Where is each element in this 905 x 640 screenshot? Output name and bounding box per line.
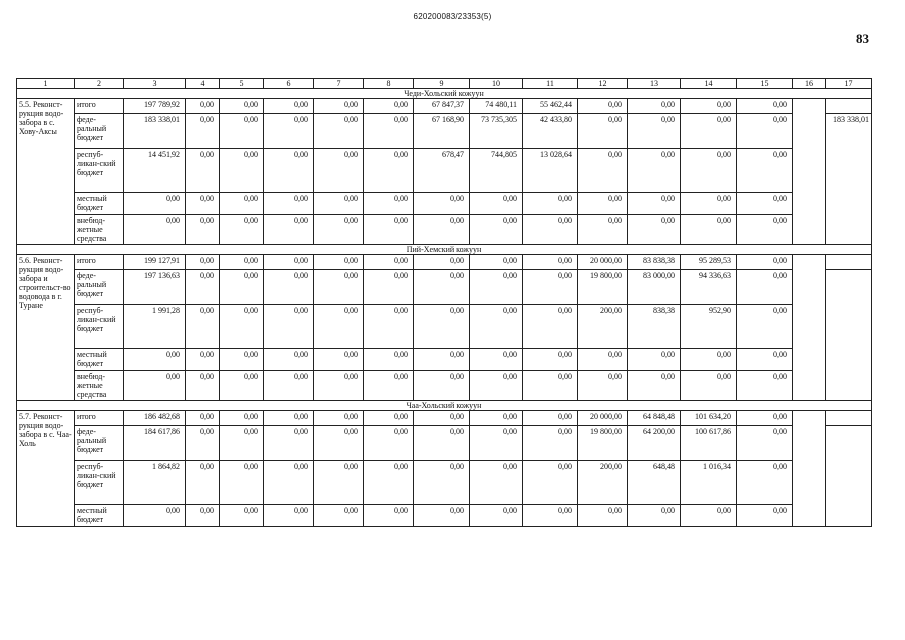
region-row bbox=[17, 401, 872, 411]
value-cell: 0,00 bbox=[628, 215, 681, 245]
value-cell: 0,00 bbox=[264, 349, 314, 371]
value-cell: 184 617,86 bbox=[124, 426, 186, 461]
value-cell: 0,00 bbox=[523, 255, 578, 270]
value-cell: 0,00 bbox=[681, 349, 737, 371]
value-cell: 0,00 bbox=[737, 114, 793, 149]
value-cell: 0,00 bbox=[681, 215, 737, 245]
value-cell: 0,00 bbox=[314, 461, 364, 505]
value-cell: 0,00 bbox=[414, 371, 470, 401]
value-cell: 0,00 bbox=[364, 461, 414, 505]
value-cell: 0,00 bbox=[414, 305, 470, 349]
table-row bbox=[17, 215, 872, 245]
value-cell: 200,00 bbox=[578, 461, 628, 505]
value-cell: 0,00 bbox=[186, 193, 220, 215]
value-cell: 0,00 bbox=[364, 371, 414, 401]
value-cell: 0,00 bbox=[470, 411, 523, 426]
column-number: 4 bbox=[186, 79, 220, 89]
value-cell: 0,00 bbox=[523, 426, 578, 461]
column-number: 10 bbox=[470, 79, 523, 89]
table-row bbox=[17, 411, 872, 426]
value-cell: 0,00 bbox=[523, 349, 578, 371]
value-cell: 0,00 bbox=[470, 255, 523, 270]
value-cell: 0,00 bbox=[220, 114, 264, 149]
funding-source: респуб-ликан-ский бюджет bbox=[75, 149, 124, 193]
value-cell: 0,00 bbox=[364, 215, 414, 245]
value-cell: 94 336,63 bbox=[681, 270, 737, 305]
value-cell: 0,00 bbox=[314, 255, 364, 270]
value-cell: 0,00 bbox=[314, 411, 364, 426]
value-cell: 0,00 bbox=[628, 114, 681, 149]
value-cell: 0,00 bbox=[124, 371, 186, 401]
funding-source: итого bbox=[75, 411, 124, 426]
value-cell: 0,00 bbox=[364, 114, 414, 149]
column-number: 12 bbox=[578, 79, 628, 89]
value-cell: 74 480,11 bbox=[470, 99, 523, 114]
value-cell: 0,00 bbox=[314, 505, 364, 527]
value-cell: 0,00 bbox=[314, 349, 364, 371]
value-cell: 0,00 bbox=[578, 99, 628, 114]
value-cell: 0,00 bbox=[628, 371, 681, 401]
table-row bbox=[17, 505, 872, 527]
value-cell: 1 864,82 bbox=[124, 461, 186, 505]
value-cell: 0,00 bbox=[264, 305, 314, 349]
value-cell: 0,00 bbox=[220, 149, 264, 193]
value-cell: 0,00 bbox=[364, 426, 414, 461]
value-cell: 0,00 bbox=[414, 215, 470, 245]
region-row bbox=[17, 89, 872, 99]
value-cell: 14 451,92 bbox=[124, 149, 186, 193]
value-cell: 200,00 bbox=[578, 305, 628, 349]
value-cell: 0,00 bbox=[124, 215, 186, 245]
value-cell: 0,00 bbox=[470, 349, 523, 371]
value-cell: 0,00 bbox=[264, 114, 314, 149]
event-name: 5.5. Реконст-рукция водо-забора в с. Хову-Аксы bbox=[17, 99, 75, 245]
value-cell: 0,00 bbox=[470, 505, 523, 527]
value-cell: 199 127,91 bbox=[124, 255, 186, 270]
value-cell: 0,00 bbox=[737, 349, 793, 371]
value-cell: 83 000,00 bbox=[628, 270, 681, 305]
value-cell: 0,00 bbox=[314, 305, 364, 349]
value-cell: 0,00 bbox=[364, 149, 414, 193]
value-cell: 0,00 bbox=[186, 505, 220, 527]
value-cell: 0,00 bbox=[124, 349, 186, 371]
value-cell: 20 000,00 bbox=[578, 255, 628, 270]
value-cell: 0,00 bbox=[523, 505, 578, 527]
value-cell: 0,00 bbox=[186, 149, 220, 193]
value-cell: 0,00 bbox=[364, 99, 414, 114]
table-row bbox=[17, 270, 872, 305]
value-cell: 0,00 bbox=[414, 193, 470, 215]
funding-source: местный бюджет bbox=[75, 505, 124, 527]
value-cell: 0,00 bbox=[314, 99, 364, 114]
column-number: 9 bbox=[414, 79, 470, 89]
value-cell: 0,00 bbox=[523, 215, 578, 245]
value-cell: 0,00 bbox=[264, 149, 314, 193]
value-cell: 0,00 bbox=[314, 371, 364, 401]
value-cell: 197 789,92 bbox=[124, 99, 186, 114]
page-number: 83 bbox=[856, 31, 869, 46]
value-cell: 648,48 bbox=[628, 461, 681, 505]
value-cell: 64 848,48 bbox=[628, 411, 681, 426]
value-cell: 0,00 bbox=[523, 411, 578, 426]
column-number: 14 bbox=[681, 79, 737, 89]
value-cell: 183 338,01 bbox=[124, 114, 186, 149]
value-cell: 0,00 bbox=[264, 505, 314, 527]
budget-table bbox=[16, 78, 872, 527]
funding-source: внебюд-жетные средства bbox=[75, 215, 124, 245]
value-cell: 0,00 bbox=[523, 193, 578, 215]
value-cell: 0,00 bbox=[414, 505, 470, 527]
value-cell: 0,00 bbox=[220, 371, 264, 401]
value-cell: 0,00 bbox=[737, 461, 793, 505]
table-row bbox=[17, 371, 872, 401]
column-number: 17 bbox=[826, 79, 872, 89]
value-cell: 0,00 bbox=[314, 215, 364, 245]
value-cell: 0,00 bbox=[414, 426, 470, 461]
column-number: 11 bbox=[523, 79, 578, 89]
document-id: 620200083/23353(5) bbox=[413, 12, 492, 21]
value-cell: 0,00 bbox=[578, 505, 628, 527]
value-cell: 0,00 bbox=[186, 371, 220, 401]
value-cell: 0,00 bbox=[364, 270, 414, 305]
funding-source: итого bbox=[75, 99, 124, 114]
value-cell: 42 433,80 bbox=[523, 114, 578, 149]
value-cell: 0,00 bbox=[186, 114, 220, 149]
value-cell: 0,00 bbox=[470, 193, 523, 215]
value-cell: 0,00 bbox=[314, 114, 364, 149]
column-16-cell bbox=[793, 255, 826, 401]
value-cell: 0,00 bbox=[364, 255, 414, 270]
value-cell: 0,00 bbox=[737, 215, 793, 245]
column-number: 15 bbox=[737, 79, 793, 89]
value-cell: 0,00 bbox=[737, 305, 793, 349]
value-cell: 55 462,44 bbox=[523, 99, 578, 114]
value-cell: 0,00 bbox=[414, 461, 470, 505]
table-row bbox=[17, 193, 872, 215]
table-row bbox=[17, 461, 872, 505]
table-row bbox=[17, 426, 872, 461]
value-cell: 0,00 bbox=[220, 426, 264, 461]
value-cell: 0,00 bbox=[220, 99, 264, 114]
value-cell: 197 136,63 bbox=[124, 270, 186, 305]
column-number: 3 bbox=[124, 79, 186, 89]
indicator-cell bbox=[826, 426, 872, 527]
value-cell: 678,47 bbox=[414, 149, 470, 193]
table-row bbox=[17, 349, 872, 371]
event-name: 5.6. Реконст-рукция водо-забора и строительст-во водовода в г. Туране bbox=[17, 255, 75, 401]
value-cell: 0,00 bbox=[470, 461, 523, 505]
value-cell: 0,00 bbox=[681, 371, 737, 401]
value-cell: 0,00 bbox=[578, 114, 628, 149]
column-16-cell bbox=[793, 411, 826, 527]
value-cell: 0,00 bbox=[628, 349, 681, 371]
value-cell: 0,00 bbox=[578, 371, 628, 401]
value-cell: 0,00 bbox=[737, 99, 793, 114]
value-cell: 0,00 bbox=[264, 215, 314, 245]
value-cell: 0,00 bbox=[681, 505, 737, 527]
column-number: 8 bbox=[364, 79, 414, 89]
funding-source: внебюд-жетные средства bbox=[75, 371, 124, 401]
table-row bbox=[17, 99, 872, 114]
funding-source: феде-ральный бюджет bbox=[75, 426, 124, 461]
value-cell: 101 634,20 bbox=[681, 411, 737, 426]
value-cell: 0,00 bbox=[264, 411, 314, 426]
value-cell: 0,00 bbox=[578, 193, 628, 215]
value-cell: 952,90 bbox=[681, 305, 737, 349]
column-number: 13 bbox=[628, 79, 681, 89]
value-cell: 744,805 bbox=[470, 149, 523, 193]
value-cell: 0,00 bbox=[681, 193, 737, 215]
value-cell: 0,00 bbox=[523, 270, 578, 305]
value-cell: 0,00 bbox=[186, 411, 220, 426]
value-cell: 0,00 bbox=[264, 270, 314, 305]
value-cell: 838,38 bbox=[628, 305, 681, 349]
value-cell: 0,00 bbox=[314, 149, 364, 193]
value-cell: 186 482,68 bbox=[124, 411, 186, 426]
value-cell: 0,00 bbox=[220, 193, 264, 215]
funding-source: местный бюджет bbox=[75, 193, 124, 215]
value-cell: 0,00 bbox=[314, 426, 364, 461]
column-number: 1 bbox=[17, 79, 75, 89]
value-cell: 0,00 bbox=[264, 371, 314, 401]
value-cell: 0,00 bbox=[220, 349, 264, 371]
value-cell: 0,00 bbox=[578, 215, 628, 245]
value-cell: 0,00 bbox=[186, 255, 220, 270]
value-cell: 0,00 bbox=[264, 193, 314, 215]
value-cell: 0,00 bbox=[628, 505, 681, 527]
column-number: 5 bbox=[220, 79, 264, 89]
value-cell: 67 168,90 bbox=[414, 114, 470, 149]
value-cell: 100 617,86 bbox=[681, 426, 737, 461]
column-17-cell bbox=[826, 411, 872, 426]
region-name: Чеди-Хольский кожуун bbox=[17, 89, 872, 99]
value-cell: 0,00 bbox=[220, 505, 264, 527]
value-cell: 0,00 bbox=[220, 255, 264, 270]
region-name: Чаа-Хольский кожуун bbox=[17, 401, 872, 411]
value-cell: 0,00 bbox=[628, 193, 681, 215]
table-row bbox=[17, 149, 872, 193]
value-cell: 0,00 bbox=[264, 255, 314, 270]
value-cell: 0,00 bbox=[737, 193, 793, 215]
column-number-row bbox=[17, 79, 872, 89]
value-cell: 0,00 bbox=[737, 411, 793, 426]
indicator-cell bbox=[826, 270, 872, 401]
value-cell: 0,00 bbox=[578, 149, 628, 193]
value-cell: 0,00 bbox=[186, 270, 220, 305]
value-cell: 13 028,64 bbox=[523, 149, 578, 193]
value-cell: 0,00 bbox=[470, 215, 523, 245]
value-cell: 0,00 bbox=[264, 426, 314, 461]
column-number: 2 bbox=[75, 79, 124, 89]
value-cell: 1 016,34 bbox=[681, 461, 737, 505]
event-name: 5.7. Реконст-рукция водо-забора в с. Чаа-Холь bbox=[17, 411, 75, 527]
value-cell: 95 289,53 bbox=[681, 255, 737, 270]
value-cell: 0,00 bbox=[364, 505, 414, 527]
value-cell: 0,00 bbox=[628, 99, 681, 114]
value-cell: 0,00 bbox=[470, 270, 523, 305]
value-cell: 0,00 bbox=[737, 371, 793, 401]
value-cell: 0,00 bbox=[470, 305, 523, 349]
value-cell: 20 000,00 bbox=[578, 411, 628, 426]
value-cell: 0,00 bbox=[414, 270, 470, 305]
value-cell: 0,00 bbox=[124, 193, 186, 215]
value-cell: 0,00 bbox=[220, 215, 264, 245]
value-cell: 0,00 bbox=[523, 371, 578, 401]
value-cell: 0,00 bbox=[220, 270, 264, 305]
value-cell: 0,00 bbox=[314, 193, 364, 215]
funding-source: респуб-ликан-ский бюджет bbox=[75, 305, 124, 349]
value-cell: 73 735,305 bbox=[470, 114, 523, 149]
value-cell: 0,00 bbox=[737, 505, 793, 527]
column-17-cell bbox=[826, 255, 872, 270]
value-cell: 83 838,38 bbox=[628, 255, 681, 270]
value-cell: 0,00 bbox=[737, 255, 793, 270]
value-cell: 0,00 bbox=[364, 349, 414, 371]
table-row bbox=[17, 255, 872, 270]
value-cell: 67 847,37 bbox=[414, 99, 470, 114]
column-number: 16 bbox=[793, 79, 826, 89]
value-cell: 0,00 bbox=[364, 193, 414, 215]
indicator-cell: 183 338,01 bbox=[826, 114, 872, 245]
value-cell: 0,00 bbox=[523, 461, 578, 505]
value-cell: 0,00 bbox=[264, 461, 314, 505]
value-cell: 0,00 bbox=[220, 411, 264, 426]
value-cell: 0,00 bbox=[314, 270, 364, 305]
value-cell: 0,00 bbox=[470, 426, 523, 461]
table-row bbox=[17, 114, 872, 149]
value-cell: 0,00 bbox=[186, 349, 220, 371]
funding-source: итого bbox=[75, 255, 124, 270]
value-cell: 0,00 bbox=[186, 461, 220, 505]
value-cell: 0,00 bbox=[414, 349, 470, 371]
value-cell: 0,00 bbox=[523, 305, 578, 349]
value-cell: 0,00 bbox=[414, 411, 470, 426]
value-cell: 0,00 bbox=[681, 149, 737, 193]
value-cell: 0,00 bbox=[578, 349, 628, 371]
column-number: 7 bbox=[314, 79, 364, 89]
value-cell: 0,00 bbox=[681, 114, 737, 149]
value-cell: 0,00 bbox=[737, 270, 793, 305]
region-name: Пий-Хемский кожуун bbox=[17, 245, 872, 255]
value-cell: 0,00 bbox=[470, 371, 523, 401]
value-cell: 0,00 bbox=[220, 461, 264, 505]
value-cell: 0,00 bbox=[737, 426, 793, 461]
funding-source: местный бюджет bbox=[75, 349, 124, 371]
column-17-cell bbox=[826, 99, 872, 114]
value-cell: 0,00 bbox=[186, 305, 220, 349]
value-cell: 0,00 bbox=[186, 215, 220, 245]
column-number: 6 bbox=[264, 79, 314, 89]
value-cell: 0,00 bbox=[186, 426, 220, 461]
value-cell: 1 991,28 bbox=[124, 305, 186, 349]
value-cell: 0,00 bbox=[628, 149, 681, 193]
value-cell: 0,00 bbox=[220, 305, 264, 349]
funding-source: феде-ральный бюджет bbox=[75, 270, 124, 305]
value-cell: 19 800,00 bbox=[578, 426, 628, 461]
value-cell: 0,00 bbox=[186, 99, 220, 114]
value-cell: 0,00 bbox=[414, 255, 470, 270]
value-cell: 19 800,00 bbox=[578, 270, 628, 305]
region-row bbox=[17, 245, 872, 255]
value-cell: 64 200,00 bbox=[628, 426, 681, 461]
value-cell: 0,00 bbox=[364, 411, 414, 426]
column-16-cell bbox=[793, 99, 826, 245]
funding-source: феде-ральный бюджет bbox=[75, 114, 124, 149]
value-cell: 0,00 bbox=[681, 99, 737, 114]
value-cell: 0,00 bbox=[124, 505, 186, 527]
table-row bbox=[17, 305, 872, 349]
value-cell: 0,00 bbox=[737, 149, 793, 193]
value-cell: 0,00 bbox=[364, 305, 414, 349]
value-cell: 0,00 bbox=[264, 99, 314, 114]
funding-source: респуб-ликан-ский бюджет bbox=[75, 461, 124, 505]
